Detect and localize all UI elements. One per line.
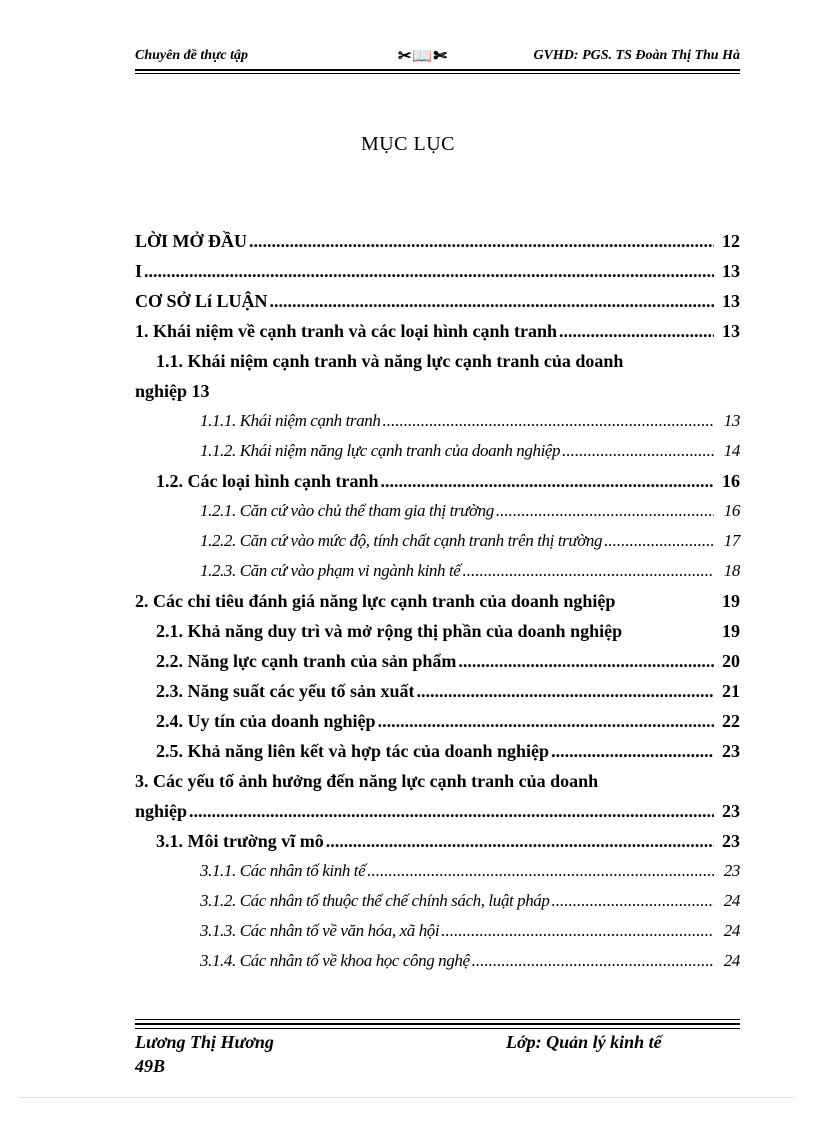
toc-entry-page: 24 <box>723 891 740 910</box>
toc-entry[interactable] <box>135 886 740 916</box>
toc-leader <box>552 886 714 916</box>
toc-entry[interactable] <box>135 466 740 496</box>
header-left-text: Chuyên đề thực tập <box>135 48 249 63</box>
toc-entry-title: 2.1. Khả năng duy trì và mở rộng thị phần của doanh nghiệp <box>156 621 623 641</box>
toc-leader <box>249 226 714 256</box>
toc-leader <box>417 676 714 706</box>
toc-entry[interactable] <box>135 556 740 586</box>
toc-entry[interactable] <box>135 916 740 946</box>
toc-entry-title: LỜI MỞ ĐẦU <box>135 231 247 251</box>
toc-entry[interactable] <box>135 826 740 856</box>
footer-rule <box>135 1023 740 1025</box>
toc-entry-continuation[interactable] <box>135 376 740 406</box>
toc-leader <box>559 316 714 346</box>
toc-leader <box>189 796 714 826</box>
toc-entry-title: 1.1.2. Khái niệm năng lực cạnh tranh của doanh nghiệp <box>200 441 561 460</box>
toc-entry-title: I <box>135 261 143 281</box>
toc-entry-title: 3.1.2. Các nhân tố thuộc thể chế chính sách, luật pháp <box>200 891 550 910</box>
toc-leader <box>458 646 714 676</box>
toc-entry[interactable] <box>135 676 740 706</box>
toc-entry[interactable] <box>135 736 740 766</box>
toc-entry[interactable] <box>135 586 740 616</box>
toc-entry-page: 22 <box>722 711 740 731</box>
toc-entry-page: 23 <box>722 801 740 821</box>
page-title: MỤC LỤC <box>360 133 456 155</box>
toc-leader <box>381 466 714 496</box>
toc-leader <box>367 856 714 886</box>
toc-entry-page: 13 <box>722 291 740 311</box>
class-code: 49B <box>135 1056 166 1076</box>
toc-leader <box>551 736 714 766</box>
toc-entry-page: 23 <box>723 861 740 880</box>
table-of-contents <box>135 226 740 976</box>
toc-leader <box>496 496 714 526</box>
toc-entry-page: 16 <box>723 501 740 520</box>
toc-entry-title: nghiệp 13 <box>135 381 210 401</box>
footer-rule-thin <box>135 1019 740 1020</box>
footer-rule-thin <box>135 1028 740 1029</box>
toc-entry-title: 3.1.1. Các nhân tố kinh tế <box>200 861 366 880</box>
header-rule-thin <box>135 73 740 74</box>
toc-leader <box>378 706 714 736</box>
toc-leader <box>382 406 714 436</box>
toc-entry-title: 1. Khái niệm về cạnh tranh và các loại hình cạnh tranh <box>135 321 558 341</box>
header-right-text: GVHD: PGS. TS Đoàn Thị Thu Hà <box>533 48 740 63</box>
toc-entry-continuation[interactable] <box>135 796 740 826</box>
toc-entry-title: 2.4. Uy tín của doanh nghiệp <box>156 711 376 731</box>
toc-entry-page: 24 <box>723 921 740 940</box>
toc-entry-page: 14 <box>723 441 740 460</box>
toc-entry-page: 13 <box>722 321 740 341</box>
toc-entry-page: 16 <box>722 471 740 491</box>
toc-entry-page: 18 <box>723 561 740 580</box>
toc-leader <box>270 286 714 316</box>
toc-leader <box>472 946 714 976</box>
toc-entry[interactable] <box>135 226 740 256</box>
toc-entry-title: 1.2. Các loại hình cạnh tranh <box>156 471 379 491</box>
toc-entry[interactable] <box>135 406 740 436</box>
toc-leader <box>462 556 714 586</box>
toc-entry[interactable] <box>135 616 740 646</box>
toc-entry[interactable] <box>135 496 740 526</box>
header-rule <box>135 69 740 71</box>
toc-entry-title: 3.1.4. Các nhân tố về khoa học công nghệ <box>200 951 470 970</box>
toc-leader <box>562 436 714 466</box>
toc-entry-page: 12 <box>722 231 740 251</box>
footer-author <box>135 1030 274 1078</box>
toc-entry[interactable] <box>135 766 740 796</box>
toc-entry-page: 24 <box>723 951 740 970</box>
toc-entry-page: 13 <box>722 261 740 281</box>
toc-entry-title: 3.1. Môi trường vĩ mô <box>156 831 324 851</box>
toc-leader <box>441 916 714 946</box>
toc-entry-title: 1.1. Khái niệm cạnh tranh và năng lực cạnh tranh của doanh <box>156 351 624 371</box>
toc-entry-title: 3.1.3. Các nhân tố về văn hóa, xã hội <box>200 921 440 940</box>
toc-entry-title: nghiệp <box>135 801 188 821</box>
author-name: Lương Thị Hương <box>135 1032 274 1052</box>
toc-entry-title: 2.2. Năng lực cạnh tranh của sản phẩm <box>156 651 457 671</box>
toc-entry-title: 1.1.1. Khái niệm cạnh tranh <box>200 411 381 430</box>
toc-entry[interactable] <box>135 946 740 976</box>
toc-entry[interactable] <box>135 346 740 376</box>
toc-entry[interactable] <box>135 436 740 466</box>
toc-entry-page: 19 <box>722 591 740 611</box>
toc-entry-title: 2.5. Khả năng liên kết và hợp tác của doanh nghiệp <box>156 741 550 761</box>
toc-entry[interactable] <box>135 706 740 736</box>
toc-entry[interactable] <box>135 286 740 316</box>
toc-entry-page: 17 <box>723 531 740 550</box>
toc-entry-page: 23 <box>722 741 740 761</box>
toc-entry-title: 1.2.1. Căn cứ vào chủ thể tham gia thị trường <box>200 501 494 520</box>
toc-leader <box>144 256 714 286</box>
toc-entry-title: 2. Các chỉ tiêu đánh giá năng lực cạnh tranh của doanh nghiệp <box>135 591 616 611</box>
book-ornament-icon: ✂📖✄ <box>398 48 448 65</box>
toc-entry[interactable] <box>135 316 740 346</box>
toc-entry-title: 1.2.3. Căn cứ vào phạm vi ngành kinh tế <box>200 561 461 580</box>
toc-entry-title: 2.3. Năng suất các yếu tố sản xuất <box>156 681 415 701</box>
toc-leader <box>604 526 714 556</box>
toc-entry-title: 3. Các yếu tố ảnh hưởng đến năng lực cạnh tranh của doanh <box>135 771 599 791</box>
page-bottom-divider <box>20 1097 796 1098</box>
toc-entry-title: 1.2.2. Căn cứ vào mức độ, tính chất cạnh tranh trên thị trường <box>200 531 603 550</box>
toc-entry-page: 23 <box>722 831 740 851</box>
toc-entry-title: CƠ SỞ Lí LUẬN <box>135 291 268 311</box>
toc-entry-page: 21 <box>722 681 740 701</box>
toc-entry-page: 13 <box>723 411 740 430</box>
toc-entry[interactable] <box>135 526 740 556</box>
toc-leader <box>326 826 714 856</box>
toc-entry-page: 20 <box>722 651 740 671</box>
footer-class: Lớp: Quản lý kinh tế <box>506 1032 662 1052</box>
toc-entry[interactable] <box>135 856 740 886</box>
toc-entry[interactable] <box>135 256 740 286</box>
toc-entry-page: 19 <box>722 621 740 641</box>
toc-entry[interactable] <box>135 646 740 676</box>
